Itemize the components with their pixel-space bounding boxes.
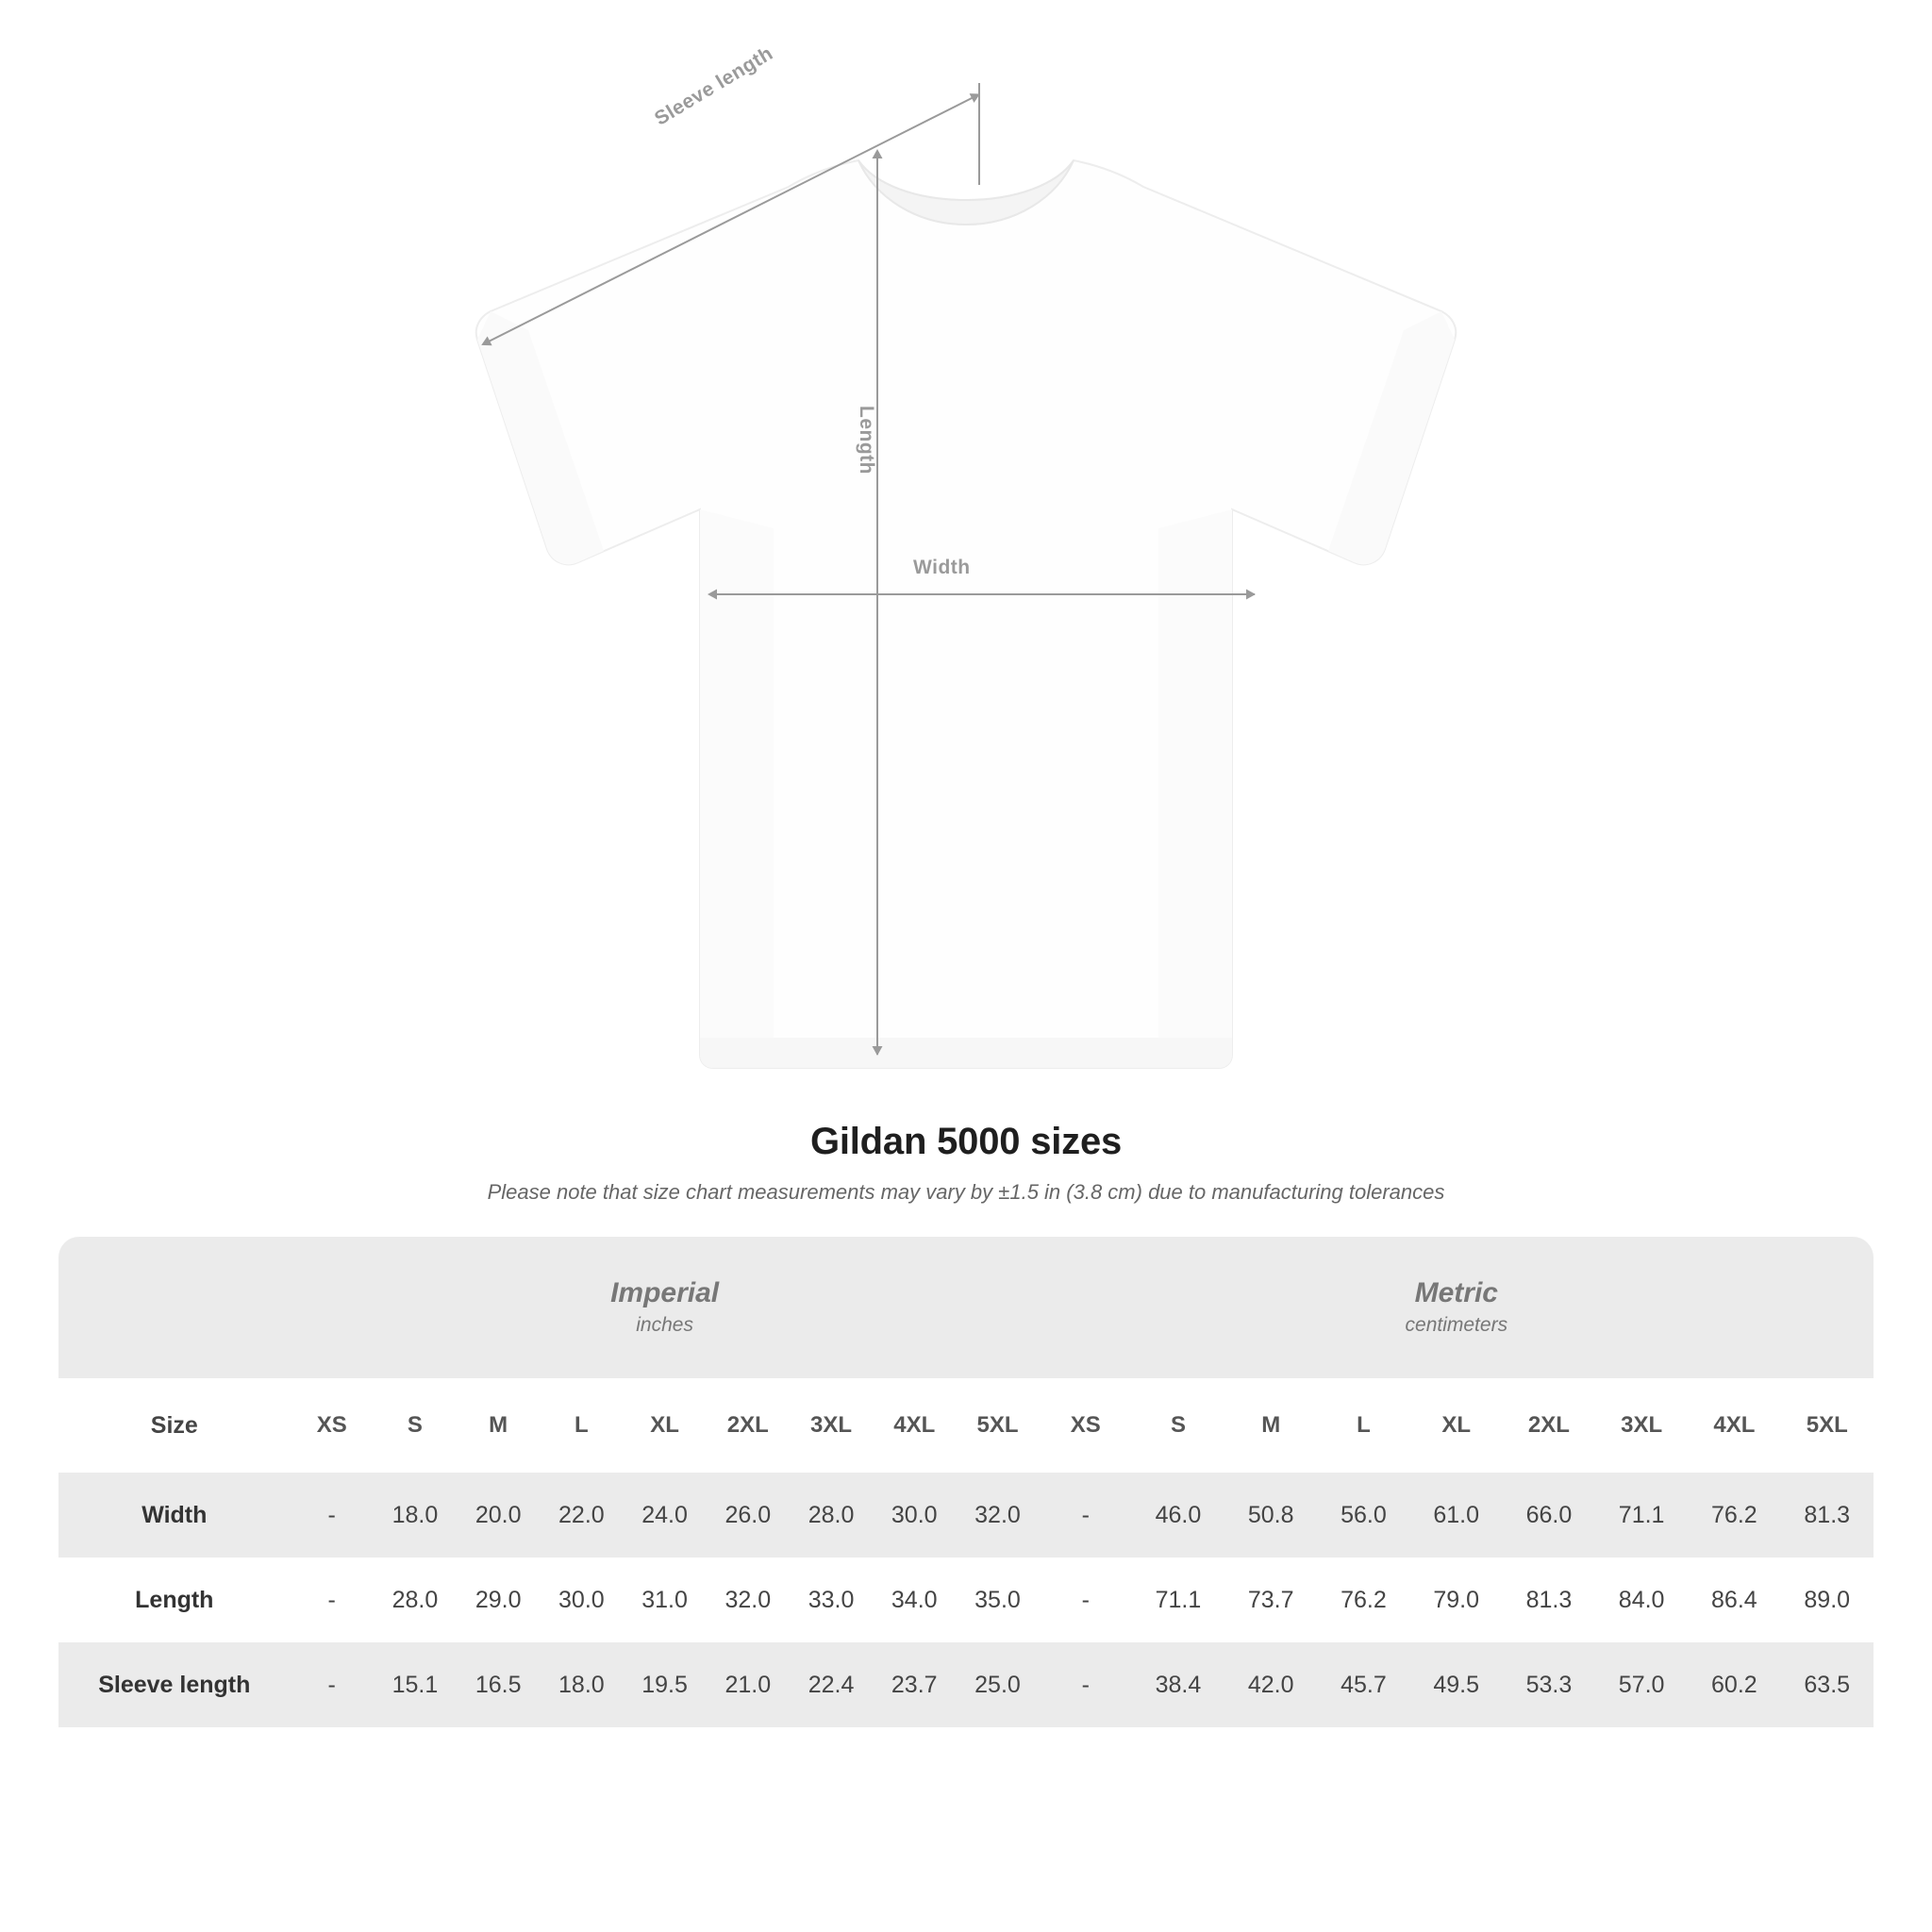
- cell-sleeve-imperial-xl: 19.5: [623, 1642, 706, 1727]
- cell-width-imperial-s: 18.0: [374, 1473, 457, 1557]
- cell-width-metric-3xl: 71.1: [1595, 1473, 1688, 1557]
- cell-length-imperial-s: 28.0: [374, 1557, 457, 1642]
- col-header-imperial-l: L: [540, 1378, 623, 1473]
- cell-length-imperial-2xl: 32.0: [707, 1557, 790, 1642]
- cell-width-metric-xs: -: [1040, 1473, 1132, 1557]
- col-header-metric-4xl: 4XL: [1688, 1378, 1780, 1473]
- cell-width-imperial-5xl: 32.0: [956, 1473, 1039, 1557]
- imperial-group-header: [291, 1237, 1040, 1378]
- cell-width-metric-s: 46.0: [1132, 1473, 1224, 1557]
- col-header-metric-2xl: 2XL: [1503, 1378, 1595, 1473]
- imperial-sublabel: inches: [636, 1314, 693, 1336]
- cell-sleeve-metric-xl: 49.5: [1410, 1642, 1503, 1727]
- cell-sleeve-metric-5xl: 63.5: [1780, 1642, 1874, 1727]
- col-header-imperial-s: S: [374, 1378, 457, 1473]
- cell-width-imperial-m: 20.0: [457, 1473, 540, 1557]
- cell-sleeve-imperial-3xl: 22.4: [790, 1642, 873, 1727]
- table-row: [58, 1642, 1874, 1727]
- cell-width-metric-m: 50.8: [1224, 1473, 1317, 1557]
- col-header-metric-l: L: [1317, 1378, 1409, 1473]
- cell-length-metric-s: 71.1: [1132, 1557, 1224, 1642]
- cell-length-imperial-l: 30.0: [540, 1557, 623, 1642]
- cell-length-imperial-3xl: 33.0: [790, 1557, 873, 1642]
- cell-length-imperial-5xl: 35.0: [956, 1557, 1039, 1642]
- table-corner: [58, 1237, 291, 1378]
- cell-sleeve-metric-3xl: 57.0: [1595, 1642, 1688, 1727]
- cell-length-metric-4xl: 86.4: [1688, 1557, 1780, 1642]
- cell-length-metric-m: 73.7: [1224, 1557, 1317, 1642]
- cell-width-imperial-xl: 24.0: [623, 1473, 706, 1557]
- col-header-imperial-3xl: 3XL: [790, 1378, 873, 1473]
- length-label: Length: [856, 406, 877, 475]
- imperial-label: Imperial: [610, 1276, 720, 1308]
- cell-width-metric-2xl: 66.0: [1503, 1473, 1595, 1557]
- cell-sleeve-imperial-s: 15.1: [374, 1642, 457, 1727]
- cell-length-metric-2xl: 81.3: [1503, 1557, 1595, 1642]
- size-header-row: [58, 1378, 1874, 1473]
- cell-length-metric-5xl: 89.0: [1780, 1557, 1874, 1642]
- size-header-label: Size: [58, 1378, 291, 1473]
- cell-width-imperial-4xl: 30.0: [873, 1473, 956, 1557]
- col-header-imperial-xl: XL: [623, 1378, 706, 1473]
- tolerance-note: Please note that size chart measurements may vary by ±1.5 in (3.8 cm) due to manufacturing tolerances: [487, 1180, 1445, 1204]
- col-header-imperial-2xl: 2XL: [707, 1378, 790, 1473]
- cell-sleeve-metric-xs: -: [1040, 1642, 1132, 1727]
- cell-sleeve-imperial-xs: -: [291, 1642, 374, 1727]
- cell-width-metric-4xl: 76.2: [1688, 1473, 1780, 1557]
- size-table-wrapper: [58, 1237, 1874, 1727]
- cell-sleeve-imperial-2xl: 21.0: [707, 1642, 790, 1727]
- cell-sleeve-imperial-m: 16.5: [457, 1642, 540, 1727]
- col-header-metric-m: M: [1224, 1378, 1317, 1473]
- cell-sleeve-metric-2xl: 53.3: [1503, 1642, 1595, 1727]
- cell-width-imperial-2xl: 26.0: [707, 1473, 790, 1557]
- col-header-imperial-m: M: [457, 1378, 540, 1473]
- col-header-imperial-4xl: 4XL: [873, 1378, 956, 1473]
- cell-sleeve-metric-s: 38.4: [1132, 1642, 1224, 1727]
- cell-sleeve-imperial-4xl: 23.7: [873, 1642, 956, 1727]
- row-label-width: Width: [58, 1473, 291, 1557]
- chart-title-block: [0, 1121, 1932, 1205]
- size-table: [58, 1237, 1874, 1727]
- width-label: Width: [913, 557, 971, 578]
- col-header-metric-xl: XL: [1410, 1378, 1503, 1473]
- page-title: Gildan 5000 sizes: [809, 1121, 1123, 1162]
- col-header-metric-5xl: 5XL: [1780, 1378, 1874, 1473]
- cell-length-imperial-xl: 31.0: [623, 1557, 706, 1642]
- metric-sublabel: centimeters: [1405, 1314, 1508, 1336]
- cell-sleeve-imperial-5xl: 25.0: [956, 1642, 1039, 1727]
- cell-length-metric-3xl: 84.0: [1595, 1557, 1688, 1642]
- unit-group-row: [58, 1237, 1874, 1378]
- cell-sleeve-metric-4xl: 60.2: [1688, 1642, 1780, 1727]
- col-header-metric-xs: XS: [1040, 1378, 1132, 1473]
- cell-length-imperial-xs: -: [291, 1557, 374, 1642]
- table-row: [58, 1473, 1874, 1557]
- cell-sleeve-metric-l: 45.7: [1317, 1642, 1409, 1727]
- col-header-metric-s: S: [1132, 1378, 1224, 1473]
- cell-width-imperial-xs: -: [291, 1473, 374, 1557]
- cell-length-metric-xl: 79.0: [1410, 1557, 1503, 1642]
- cell-sleeve-imperial-l: 18.0: [540, 1642, 623, 1727]
- sleeve-length-label: Sleeve length: [651, 42, 777, 130]
- col-header-imperial-xs: XS: [291, 1378, 374, 1473]
- cell-length-metric-xs: -: [1040, 1557, 1132, 1642]
- metric-group-header: [1040, 1237, 1874, 1378]
- cell-width-imperial-l: 22.0: [540, 1473, 623, 1557]
- row-label-length: Length: [58, 1557, 291, 1642]
- tshirt-shape: [476, 160, 1456, 1068]
- cell-width-metric-5xl: 81.3: [1780, 1473, 1874, 1557]
- metric-label: Metric: [1414, 1276, 1498, 1308]
- cell-width-metric-xl: 61.0: [1410, 1473, 1503, 1557]
- cell-width-imperial-3xl: 28.0: [790, 1473, 873, 1557]
- cell-sleeve-metric-m: 42.0: [1224, 1642, 1317, 1727]
- cell-length-imperial-4xl: 34.0: [873, 1557, 956, 1642]
- cell-length-metric-l: 76.2: [1317, 1557, 1409, 1642]
- row-label-sleeve-length: Sleeve length: [58, 1642, 291, 1727]
- cell-width-metric-l: 56.0: [1317, 1473, 1409, 1557]
- col-header-imperial-5xl: 5XL: [956, 1378, 1039, 1473]
- cell-length-imperial-m: 29.0: [457, 1557, 540, 1642]
- col-header-metric-3xl: 3XL: [1595, 1378, 1688, 1473]
- table-row: [58, 1557, 1874, 1642]
